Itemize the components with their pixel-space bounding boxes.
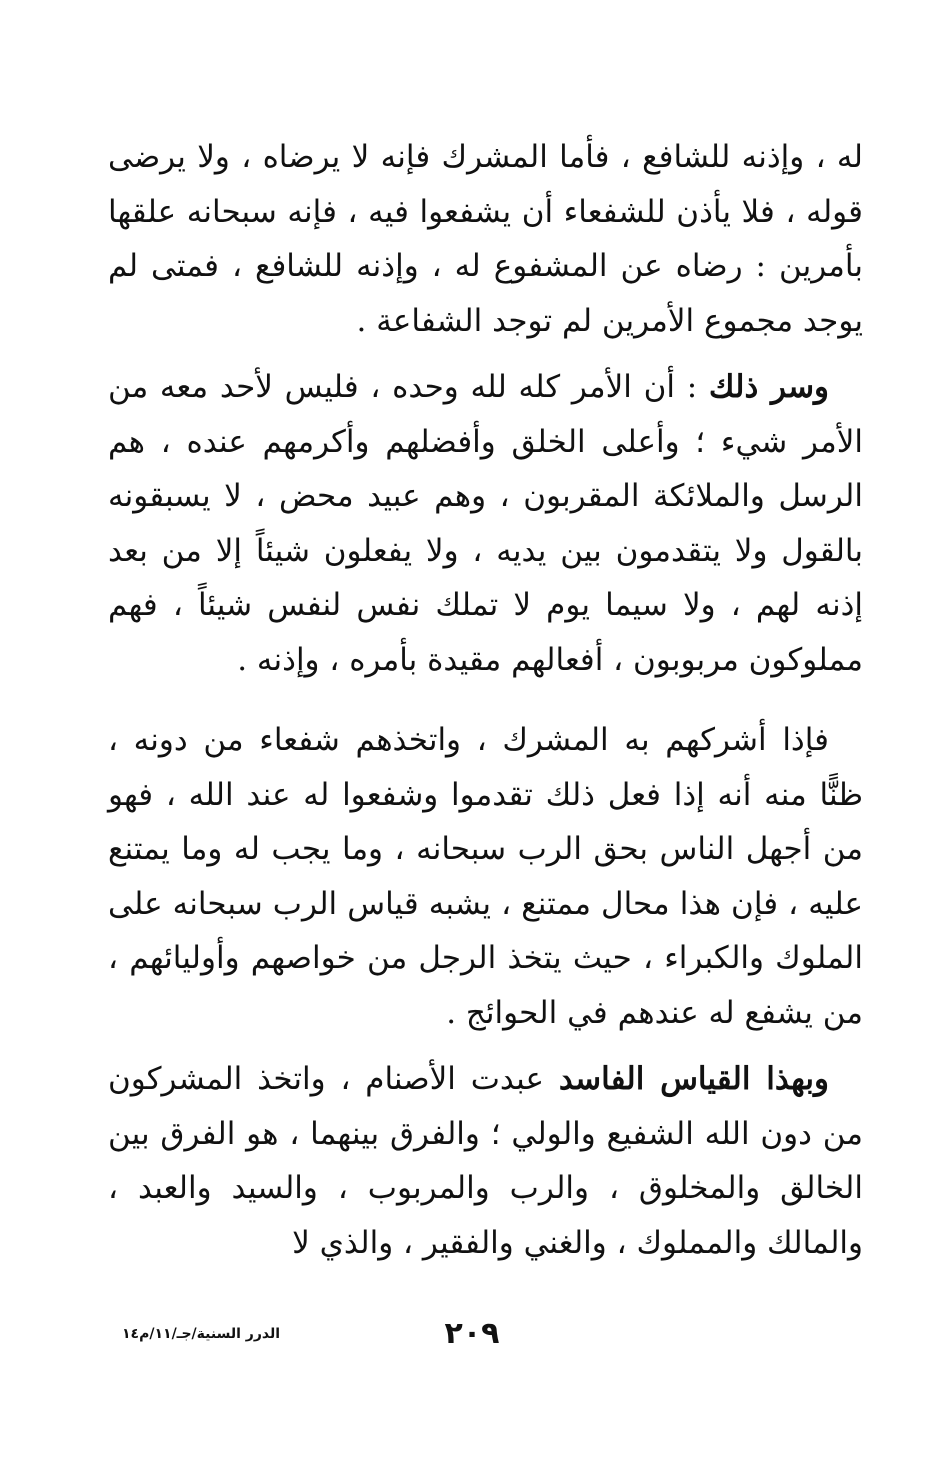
paragraph-1-text: له ، وإذنه للشافع ، فأما المشرك فإنه لا يرضاه ، ولا يرضى قوله ، فلا يأذن للشفعاء أن يشفعوا فيه ، فإنه سبحانه علقها بأمرين : رضاه عن المشفوع له ، وإذنه للشافع ، فمتى لم يوجد مجموع الأمرين لم توجد الشفاعة . bbox=[108, 139, 863, 339]
paragraph-2-text: : أن الأمر كله لله وحده ، فليس لأحد معه من الأمر شيء ؛ وأعلى الخلق وأفضلهم وأكرمهم عنده ، هم الرسل والملائكة المقربون ، وهم عبيد محض ، لا يسبقونه بالقول ولا يتقدمون بين يديه ، ولا يفعلون شيئاً إلا من بعد إذنه لهم ، ولا سيما يوم لا تملك نفس لنفس شيئاً ، فهم مملوكون مربوبون ، أفعالهم مقيدة بأمره ، وإذنه . bbox=[108, 369, 863, 678]
paragraph-3-text: فإذا أشركهم به المشرك ، واتخذهم شفعاء من دونه ، ظنًّا منه أنه إذا فعل ذلك تقدموا وشفعوا له عند الله ، فهو من أجهل الناس بحق الرب سبحانه ، وما يجب له وما يمتنع عليه ، فإن هذا محال ممتنع ، يشبه قياس الرب سبحانه على الملوك والكبراء ، حيث يتخذ الرجل من خواصهم وأوليائهم ، من يشفع له عندهم في الحوائج . bbox=[108, 722, 863, 1031]
body-text bbox=[108, 130, 863, 1282]
paragraph-4-text: عبدت الأصنام ، واتخذ المشركون من دون الله الشفيع والولي ؛ والفرق بينهما ، هو الفرق بين الخالق والمخلوق ، والرب والمربوب ، والسيد والعبد ، والمالك والمملوك ، والغني والفقير ، والذي لا bbox=[108, 1061, 863, 1261]
paragraph-3 bbox=[108, 713, 863, 1040]
paragraph-2 bbox=[108, 360, 863, 687]
paragraph-1 bbox=[108, 130, 863, 348]
signature-reference: الدرر السنية/جـ/١١/م١٤ bbox=[122, 1326, 281, 1342]
paragraph-2-lead: وسر ذلك bbox=[708, 369, 830, 405]
page-number: ٢٠٩ bbox=[444, 1316, 500, 1351]
paragraph-4 bbox=[108, 1052, 863, 1270]
paragraph-4-lead: وبهذا القياس الفاسد bbox=[558, 1061, 830, 1097]
